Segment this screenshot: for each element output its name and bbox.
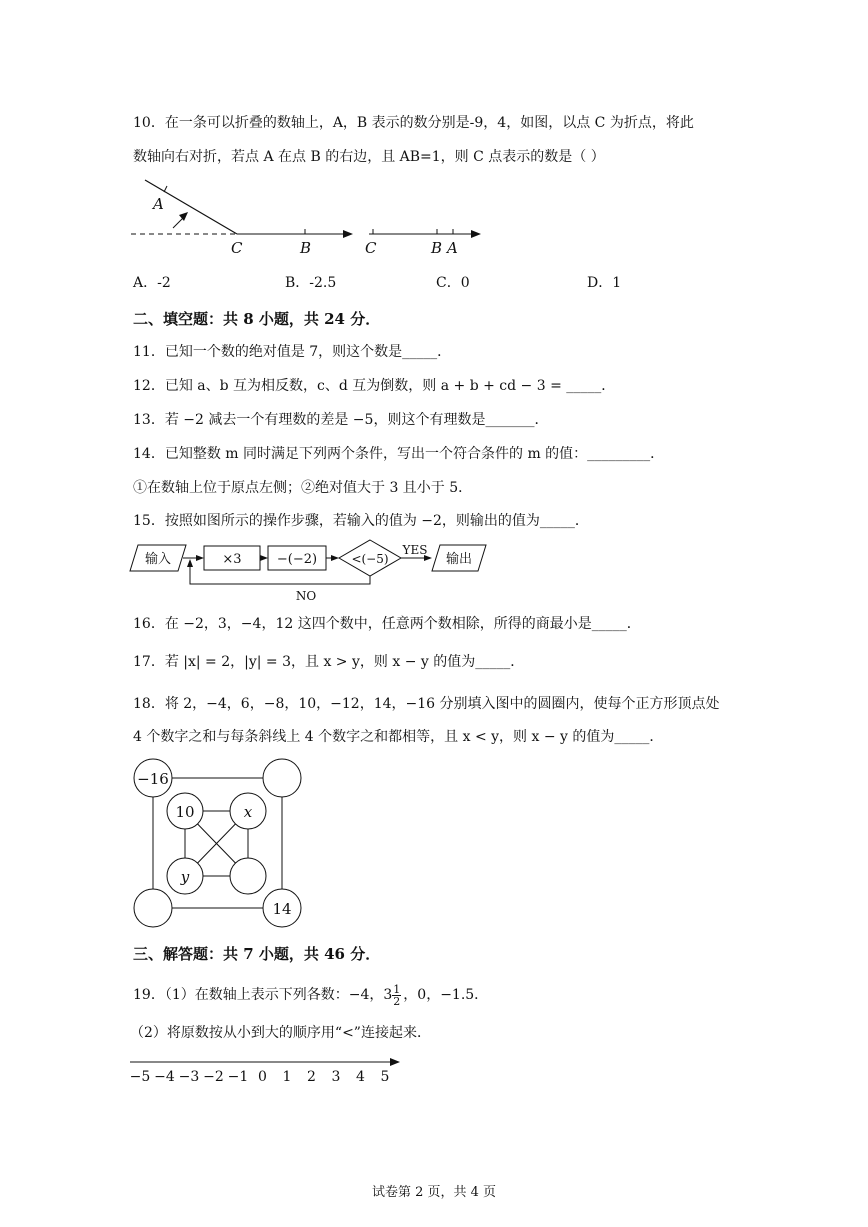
q16: 16．在 −2，3，−4，12 这四个数中，任意两个数相除，所得的商最小是_____． (133, 616, 641, 632)
flow-condition: <(−5) (351, 552, 389, 566)
fraction-numerator: 1 (393, 982, 401, 996)
section-3-heading: 三、解答题：共 7 小题，共 46 分． (133, 945, 381, 963)
q18-figure (128, 758, 308, 930)
q19-part1-prefix: 19．（1）在数轴上表示下列各数：−4， (133, 987, 384, 1003)
flow-step-times3: ×3 (222, 552, 242, 567)
q10-line1: 10．在一条可以折叠的数轴上，A，B 表示的数分别是-9，4，如图，以点 C 为折点，将此 (133, 115, 694, 131)
flow-step-subtract: −(−2) (276, 552, 318, 567)
flow-input: 输入 (144, 552, 172, 567)
flow-output: 输出 (445, 552, 473, 567)
q10-option-d: D．1 (587, 275, 622, 291)
flow-no: NO (295, 589, 317, 603)
q18-line2: 4 个数字之和与每条斜线上 4 个数字之和都相等，且 x < y，则 x − y 的值为_____． (133, 729, 664, 745)
number-line-tick-label: 5 (380, 1069, 390, 1085)
result-label-b: B (431, 239, 443, 257)
number-line-tick-label: −5 (129, 1069, 151, 1085)
result-label-a: A (447, 239, 458, 257)
q19-part2: （2）将原数按从小到大的顺序用“<”连接起来． (130, 1025, 431, 1041)
q10-option-c: C．0 (436, 275, 470, 291)
q10-line2: 数轴向右对折，若点 A 在点 B 的右边，且 AB=1，则 C 点表示的数是（ ） (133, 149, 605, 165)
fold-label-a: A (153, 195, 164, 213)
number-line-tick-label: 4 (356, 1069, 365, 1085)
q17: 17．若 |x| = 2，|y| = 3，且 x > y，则 x − y 的值为_____． (133, 654, 525, 670)
q18-line1: 18．将 2，−4，6，−8，10，−12，14，−16 分别填入图中的圆圈内，使每个正方形顶点处 (133, 696, 720, 712)
number-line-tick-label: −3 (178, 1069, 200, 1085)
q19-number-line (128, 1052, 408, 1088)
number-line-tick-label: 0 (258, 1069, 267, 1085)
circle-inner-top-left: 10 (175, 803, 195, 821)
mixed-number-fraction (392, 984, 401, 1007)
number-line-tick-label: 2 (307, 1069, 316, 1085)
page-footer: 试卷第 2 页，共 4 页 (371, 1185, 497, 1200)
flow-yes: YES (402, 543, 428, 557)
q14-line2: ①在数轴上位于原点左侧；②绝对值大于 3 且小于 5． (133, 480, 473, 496)
q15-flowchart (128, 538, 498, 604)
result-label-c: C (365, 239, 377, 257)
q10-option-b: B．-2.5 (285, 275, 337, 291)
q14-line1: 14．已知整数 m 同时满足下列两个条件，写出一个符合条件的 m 的值：_________． (133, 446, 665, 462)
number-line-tick-label: −1 (227, 1069, 249, 1085)
number-line-tick-label: −4 (154, 1069, 175, 1085)
number-line-tick-label: 1 (282, 1069, 292, 1085)
circle-outer-bottom-right: 14 (272, 900, 292, 918)
fold-label-c: C (231, 239, 243, 257)
circle-inner-bottom-left: y (180, 868, 190, 886)
number-line-tick-label: −2 (203, 1069, 224, 1085)
q15: 15．按照如图所示的操作步骤，若输入的值为 −2，则输出的值为_____． (133, 513, 589, 529)
q11: 11．已知一个数的绝对值是 7，则这个数是_____． (133, 344, 452, 360)
fold-label-b: B (300, 239, 312, 257)
section-2-heading: 二、填空题：共 8 小题，共 24 分． (133, 310, 381, 328)
fraction-denominator: 2 (393, 994, 401, 1008)
q19-part1-suffix: ，0，−1.5． (403, 987, 489, 1003)
q19-part1 (133, 981, 488, 1009)
circle-outer-top-left: −16 (137, 770, 169, 788)
q13: 13．若 −2 减去一个有理数的差是 −5，则这个有理数是_______． (133, 412, 549, 428)
q10-figure (125, 172, 495, 262)
circle-inner-top-right: x (243, 803, 253, 821)
q10-option-a: A．-2 (133, 275, 171, 291)
q12: 12．已知 a、b 互为相反数，c、d 互为倒数，则 a + b + cd − 3 = _____． (133, 378, 616, 394)
number-line-tick-label: 3 (331, 1069, 341, 1085)
mixed-number-whole: 3 (383, 987, 393, 1003)
